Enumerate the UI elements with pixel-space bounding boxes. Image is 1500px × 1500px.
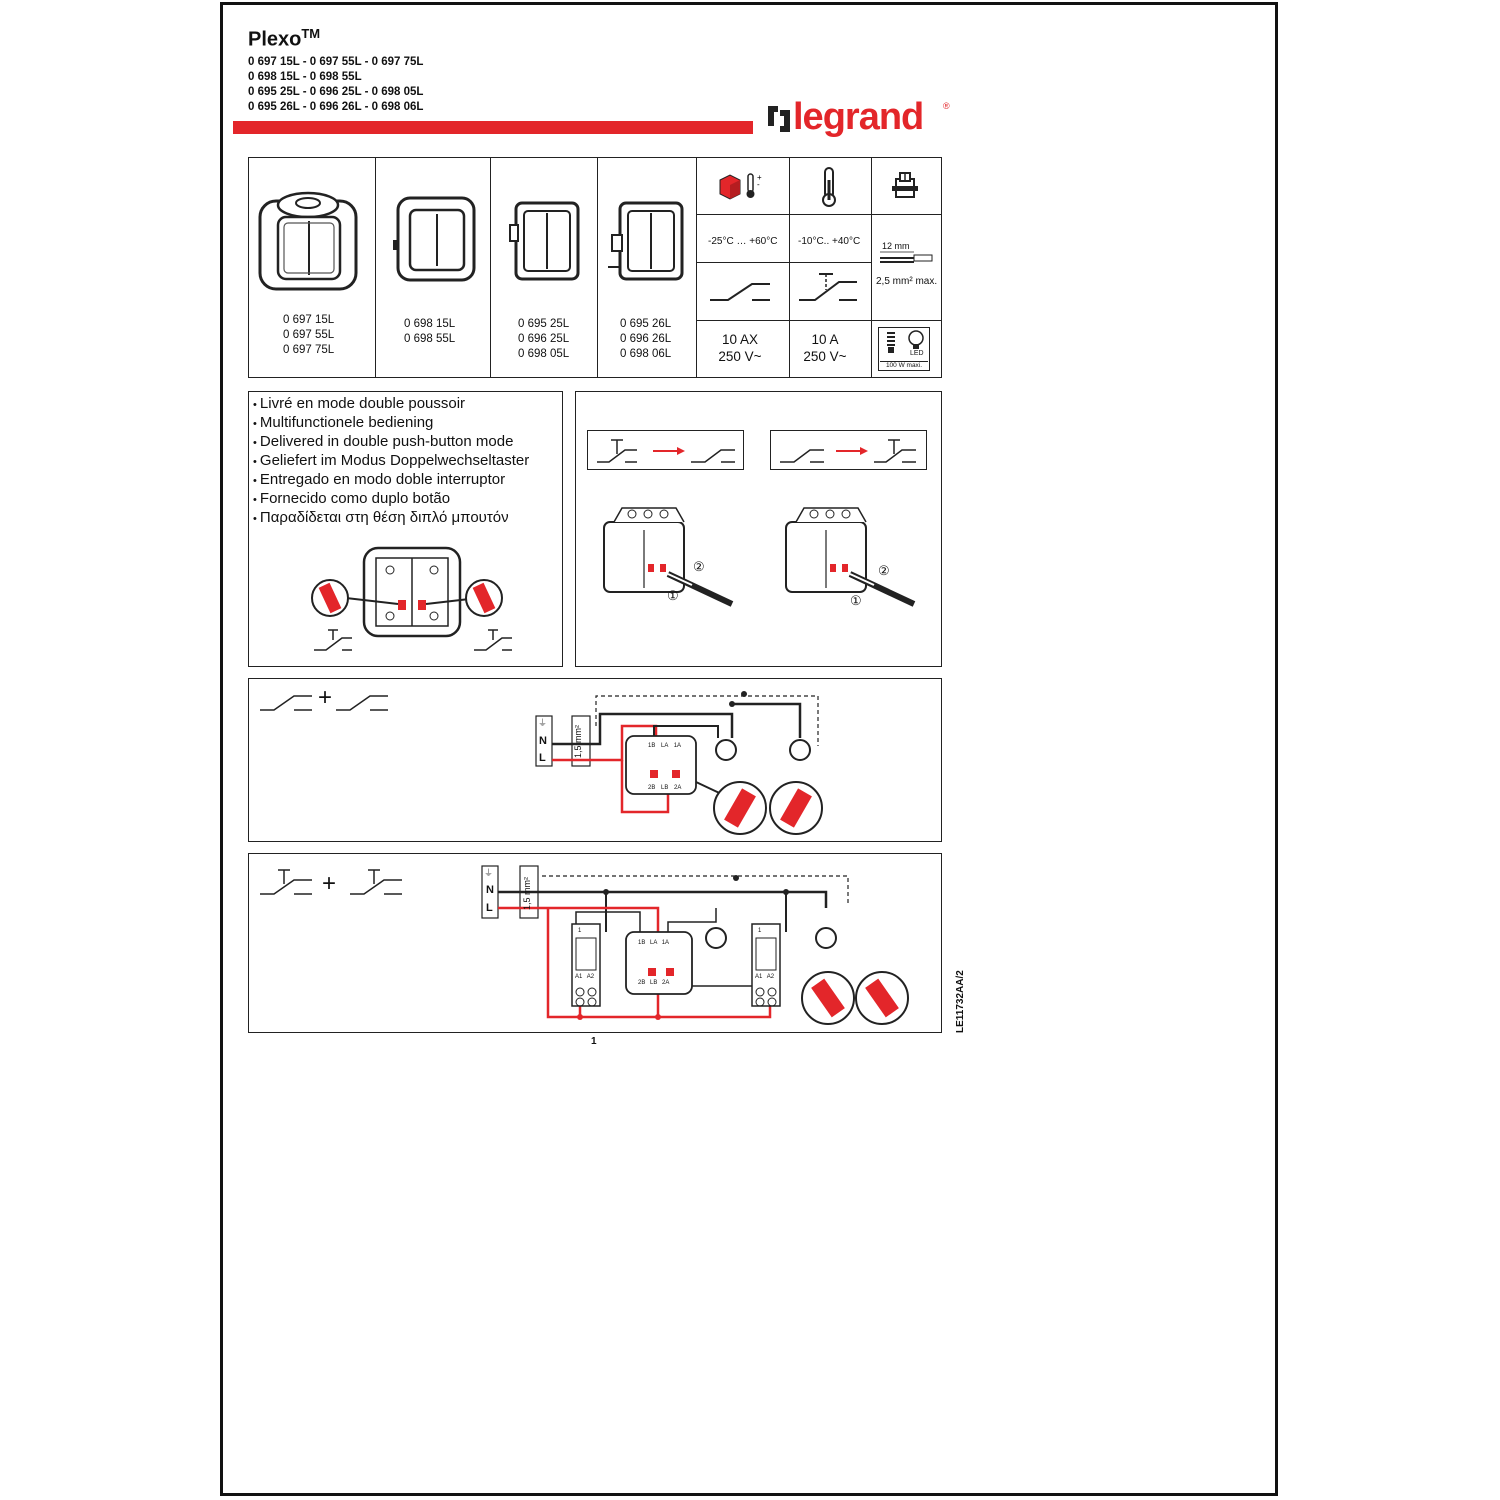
switch-rating: 10 AX 250 V~ [718,332,762,364]
legrand-logo-icon [766,104,792,134]
ref-line: 0 695 26L - 0 696 26L - 0 698 06L [248,101,424,113]
relay-terminals-a: A1 A2 [575,974,595,980]
terminals-bottom: 2B LB 2A [648,785,682,791]
pushbutton-symbol-icon [797,272,861,308]
mechanism-rear-diagram [306,540,516,660]
ref-line: 0 698 15L - 0 698 55L [248,71,362,83]
mode-change-pushbutton-to-switch [587,430,744,470]
document-reference: LE11732AA/2 [955,970,966,1033]
product-refs-3: 0 695 25L 0 696 25L 0 698 05L [518,318,570,360]
ref-line: 0 695 25L - 0 696 25L - 0 698 05L [248,86,424,98]
product-refs-1: 0 697 15L 0 697 55L 0 697 75L [283,314,335,356]
delivery-notes [253,395,529,528]
product-refs-2: 0 698 15L 0 698 55L [404,318,456,345]
note-de: • Geliefert im Modus Doppelwechseltaster [253,452,529,471]
product-mechanism-claws-image [606,197,686,289]
plus-sign: + [322,870,337,897]
wire-section: 2,5 mm² max. [876,276,938,287]
product-flush-image [392,190,480,290]
earth-symbol-icon: ⏚ [484,868,494,878]
step-1-marker: ① [667,588,679,603]
registered-mark: ® [943,101,950,111]
storage-temp-range: -25°C … +60°C [708,236,778,247]
note-en: • Delivered in double push-button mode [253,433,529,452]
relay-terminal-1: 1 [758,928,762,934]
neutral-label: N [486,884,494,896]
relay-terminals-a: A1 A2 [755,974,775,980]
operating-temp-range: -10°C.. +40°C [798,236,861,247]
step-2-marker: ② [878,563,890,578]
note-nl: • Multifunctionele bediening [253,414,529,433]
pushbutton-rating: 10 A 250 V~ [803,332,847,364]
step-2-marker: ② [693,559,705,574]
neutral-label: N [539,735,547,747]
step-1-marker: ① [850,593,862,608]
pushbutton-symbol-icon [258,868,318,898]
lamp-max-label: 100 W maxi. [880,361,928,369]
reference-list [248,55,423,115]
cable-section-label: 1,5 mm² [573,724,583,758]
switch-symbol-icon [334,690,394,714]
strip-length: 12 mm [882,241,910,251]
terminals-top: 1B LA 1A [648,743,682,749]
led-bulb-icon [907,330,925,350]
product-mechanism-image [508,197,583,285]
switch-symbol-icon [258,690,318,714]
switch-symbol-icon [708,278,774,308]
page-number: 1 [591,1036,597,1047]
terminals-bottom: 2B LB 2A [638,980,670,986]
thermometer-icon [820,166,838,208]
svg-text:-: - [757,180,760,189]
note-pt: • Fornecido como duplo botão [253,490,529,509]
cfl-bulb-icon [884,331,898,357]
cable-section-label: 1,5 mm² [522,876,532,910]
wiring-diagram-pushbuttons [480,862,920,1027]
svg-text:+: + [757,173,762,182]
product-refs-4: 0 695 26L 0 696 26L 0 698 06L [620,318,672,360]
led-label: LED [910,350,924,357]
screwdriver-step-diagram-right [774,500,924,610]
line-label: L [539,752,546,764]
ref-line: 0 697 15L - 0 697 55L - 0 697 75L [248,56,424,68]
pushbutton-symbol-icon [348,868,408,898]
product-surface-mounted-image [256,183,361,293]
note-es: • Entregado en modo doble interruptor [253,471,529,490]
mode-change-switch-to-pushbutton [770,430,927,470]
header-red-bar [233,121,753,134]
line-label: L [486,902,493,914]
earth-symbol-icon: ⏚ [538,718,548,728]
terminals-top: 1B LA 1A [638,940,670,946]
relay-terminal-1: 1 [578,928,582,934]
note-el: • Παραδίδεται στη θέση διπλό μπουτόν [253,509,529,528]
plus-sign: + [318,684,333,711]
note-fr: • Livré en mode double poussoir [253,395,529,414]
storage-temperature-icon [716,170,766,202]
terminal-screw-icon [892,171,918,201]
page-title: Plexo™ [248,26,321,51]
wiring-diagram-switches [530,686,830,836]
legrand-logo: legrand [793,96,924,138]
